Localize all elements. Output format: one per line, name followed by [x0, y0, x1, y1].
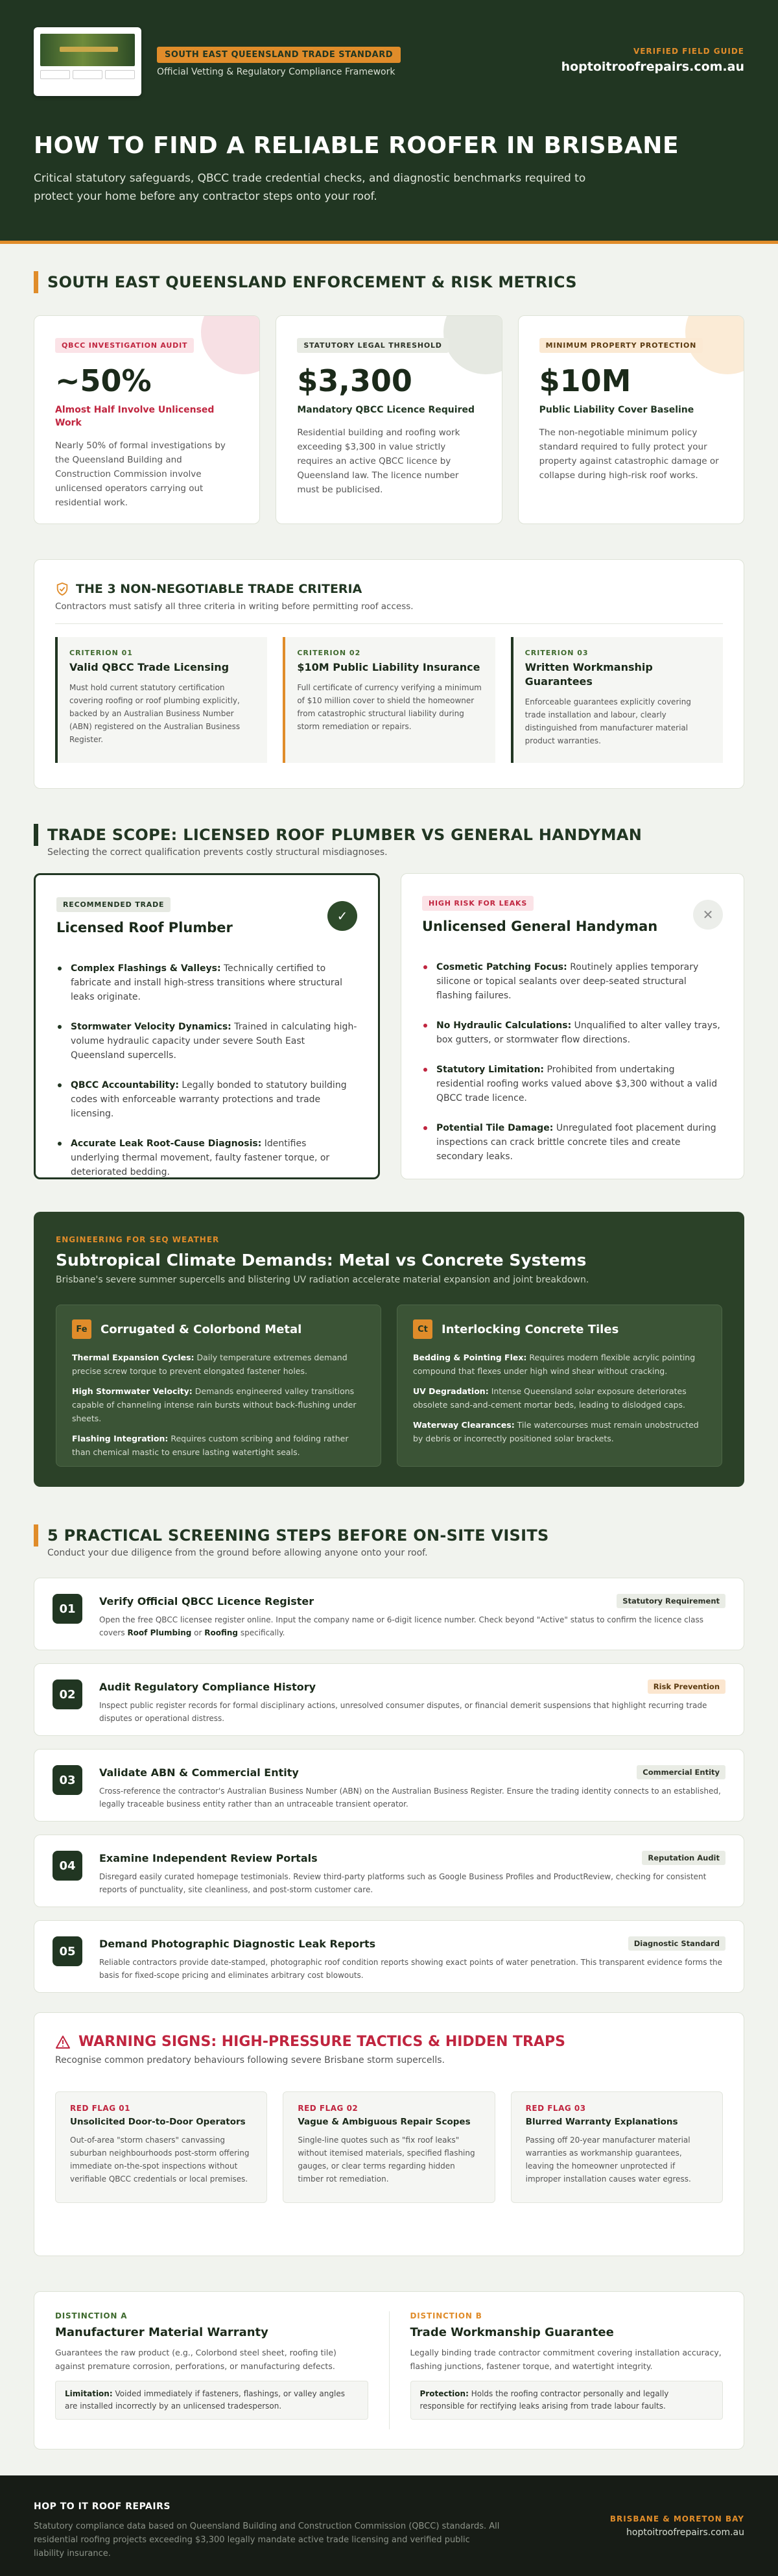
criteria-subtitle: Contractors must satisfy all three criteria in writing before permitting roof access.	[55, 601, 414, 612]
page-title: HOW TO FIND A RELIABLE ROOFER IN BRISBANE	[34, 132, 679, 159]
metric-badge: QBCC INVESTIGATION AUDIT	[55, 338, 194, 353]
divider	[55, 623, 723, 624]
warning-title: WARNING SIGNS: HIGH-PRESSURE TACTICS & HIDDEN TRAPS	[55, 2034, 723, 2050]
list-item: Potential Tile Damage: Unregulated foot placement during inspections can crack brittle concrete tiles and create secondary leaks.	[422, 1121, 723, 1164]
metric-label: Almost Half Involve Unlicensed Work	[55, 405, 215, 428]
list-item: QBCC Accountability: Legally bonded to statutory building codes with enforceable warranty protections and trade licensing.	[56, 1078, 357, 1121]
card-title: Unlicensed General Handyman	[422, 919, 658, 934]
screening-step	[34, 1749, 744, 1822]
metric-badge: STATUTORY LEGAL THRESHOLD	[297, 338, 448, 353]
list-item: No Hydraulic Calculations: Unqualified to alter valley trays, box gutters, or stormwater flow directions.	[422, 1018, 723, 1047]
page-header	[0, 0, 778, 244]
footer-brand: HOP TO IT ROOF REPAIRS	[34, 2501, 171, 2512]
screening-step	[34, 1578, 744, 1650]
high-risk-badge: HIGH RISK FOR LEAKS	[422, 896, 534, 911]
warning-panel	[34, 2012, 744, 2256]
steps-section-subtitle: Conduct your due diligence from the ground before allowing anyone onto your roof.	[47, 1548, 428, 1558]
step-description: Inspect public register records for formal disciplinary actions, unresolved consumer disputes, or financial demerit suspensions that highlight recurring trade disputes or operational distress.	[99, 1701, 707, 1723]
step-title: Demand Photographic Diagnostic Leak Reports	[99, 1937, 376, 1950]
page-subtitle: Critical statutory safeguards, QBCC trade credential checks, and diagnostic benchmarks required to protect your home before any contractor steps onto your roof.	[34, 172, 586, 203]
step-title: Validate ABN & Commercial Entity	[99, 1766, 299, 1779]
recommended-badge: RECOMMENDED TRADE	[56, 897, 171, 912]
screening-step	[34, 1835, 744, 1907]
metrics-section-title: SOUTH EAST QUEENSLAND ENFORCEMENT & RISK METRICS	[34, 271, 744, 293]
distinction-material-warranty: DISTINCTION A Manufacturer Material Warranty Guarantees the raw product (e.g., Colorbond steel sheet, roofing tile) against premature corrosion, perforations, or manufacturing defects. Limitation: Voided immediately if fasteners, flashings, or valley angles are installed incorrectly by an unlicensed tradesperson.	[55, 2311, 368, 2429]
list-item: Statutory Limitation: Prohibited from undertaking residential roofing works valued above $3,300 without a valid QBCC trade licence.	[422, 1063, 723, 1105]
close-icon: ✕	[693, 900, 723, 930]
page-footer	[0, 2475, 778, 2576]
scope-section-title: TRADE SCOPE: LICENSED ROOF PLUMBER VS GENERAL HANDYMAN	[34, 824, 744, 846]
screening-step	[34, 1663, 744, 1736]
iron-element-icon: Fe	[72, 1319, 91, 1339]
distinction-workmanship-guarantee: DISTINCTION B Trade Workmanship Guarantee Legally binding trade contractor commitment covering installation accuracy, flashing junctions, fastener torque, and watertight integrity. Protection: Holds the roofing contractor personally and legally responsible for rectifying leaks arising from trade labour faults.	[410, 2311, 724, 2429]
handyman-risks-list	[422, 960, 723, 1164]
red-flag-card: RED FLAG 01 Unsolicited Door-to-Door Operators Out-of-area "storm chasers" canvassing suburban neighbourhoods post-storm offering immediate on-the-spot inspections without verifiable QBCC credentials or local premises.	[55, 2091, 267, 2203]
divider	[389, 2311, 390, 2429]
step-number: 05	[53, 1936, 82, 1966]
step-number: 04	[53, 1851, 82, 1881]
step-tag: Statutory Requirement	[617, 1594, 725, 1608]
step-number: 03	[53, 1765, 82, 1795]
limitation-note: Limitation: Voided immediately if fasteners, flashings, or valley angles are installed incorrectly by an unlicensed tradesperson.	[55, 2381, 368, 2420]
footer-region: BRISBANE & MORETON BAY	[609, 2514, 744, 2523]
metric-value: ~50%	[55, 363, 152, 398]
criterion-card: CRITERION 01 Valid QBCC Trade Licensing Must hold current statutory certification covering roofing or roof plumbing explicitly, backed by an Australian Business Number (ABN) registered on the Australian Business Register.	[55, 637, 267, 763]
climate-subtitle: Brisbane's severe summer supercells and blistering UV radiation accelerate material expansion and joint breakdown.	[56, 1275, 589, 1285]
concrete-element-icon: Ct	[413, 1319, 432, 1339]
criteria-title: THE 3 NON-NEGOTIABLE TRADE CRITERIA	[55, 582, 723, 596]
list-item: Accurate Leak Root-Cause Diagnosis: Identifies underlying thermal movement, faulty fastener torque, or deteriorated bedding.	[56, 1137, 357, 1179]
metric-card-investigations	[34, 315, 260, 524]
metric-value: $3,300	[297, 363, 412, 398]
metric-badge: MINIMUM PROPERTY PROTECTION	[539, 338, 703, 353]
step-description: Open the free QBCC licensee register online. Input the company name or 6-digit licence number. Check beyond "Active" status to confirm the licence class covers Roof Plumbing or Roofing specifically.	[99, 1615, 703, 1637]
step-description: Cross-reference the contractor's Australian Business Number (ABN) on the Australian Business Register. Ensure the trading identity connects to an established, legally traceable business entity rather than an untraceable transient operator.	[99, 1787, 721, 1809]
step-tag: Reputation Audit	[642, 1851, 725, 1865]
list-item: Complex Flashings & Valleys: Technically certified to fabricate and install high-stress transitions where structural leaks originate.	[56, 961, 357, 1004]
material-card-tiles: Ct Interlocking Concrete Tiles Bedding & Pointing Flex: Requires modern flexible acrylic pointing compound that flexes under high wind shear without cracking. UV Degradation: Intense Queensland solar exposure deteriorates obsolete sand-and-cement mortar beds, leading to dislodged caps. Waterway Clearances: Tile watercourses must remain unobstructed by debris or incorrectly positioned solar brackets.	[397, 1305, 722, 1467]
roof-plumber-card	[34, 873, 380, 1179]
metric-description: The non-negotiable minimum policy standard required to fully protect your property against catastrophic damage or collapse during high-risk roof works.	[539, 427, 719, 481]
climate-panel	[34, 1212, 744, 1487]
step-description: Reliable contractors provide date-stamped, photographic roof condition reports showing exact points of water penetration. This transparent evidence forms the basis for fixed-scope pricing and eliminates arbitrary cost blowouts.	[99, 1958, 723, 1980]
verified-label: VERIFIED FIELD GUIDE	[633, 47, 744, 56]
metric-description: Nearly 50% of formal investigations by the Queensland Building and Construction Commission involve unlicensed operators carrying out residential work.	[55, 440, 226, 508]
material-card-metal: Fe Corrugated & Colorbond Metal Thermal Expansion Cycles: Daily temperature extremes demand precise screw torque to prevent elongated fastener holes. High Stormwater Velocity: Demands engineered valley transitions capable of channeling intense rain bursts without back-flushing under sheets. Flashing Integration: Requires custom scribing and folding rather than chemical mastic to ensure lasting watertight seals.	[56, 1305, 381, 1467]
scope-section-subtitle: Selecting the correct qualification prevents costly structural misdiagnoses.	[47, 847, 388, 858]
red-flag-card: RED FLAG 03 Blurred Warranty Explanations Passing off 20-year manufacturer material warranties as workmanship guarantees, leaving the homeowner unprotected if improper installation causes water egress.	[511, 2091, 723, 2203]
step-number: 01	[53, 1594, 82, 1624]
step-tag: Commercial Entity	[637, 1765, 725, 1779]
plumber-benefits-list	[56, 961, 357, 1179]
steps-section-title: 5 PRACTICAL SCREENING STEPS BEFORE ON-SITE VISITS	[34, 1524, 744, 1547]
warning-triangle-icon	[55, 2035, 71, 2049]
metric-label: Mandatory QBCC Licence Required	[297, 405, 475, 415]
step-title: Audit Regulatory Compliance History	[99, 1680, 316, 1693]
protection-note: Protection: Holds the roofing contractor personally and legally responsible for rectifying leaks arising from trade labour faults.	[410, 2381, 724, 2420]
criterion-card: CRITERION 03 Written Workmanship Guarantees Enforceable guarantees explicitly covering trade installation and labour, clearly distinguished from manufacturer material product warranties.	[511, 637, 723, 763]
standard-badge: SOUTH EAST QUEENSLAND TRADE STANDARD	[157, 47, 401, 63]
metric-card-threshold	[276, 315, 502, 524]
warranty-distinctions-panel	[34, 2291, 744, 2450]
check-icon: ✓	[327, 901, 357, 931]
site-link[interactable]: hoptoitroofrepairs.com.au	[561, 60, 744, 74]
red-flag-card: RED FLAG 02 Vague & Ambiguous Repair Scopes Single-line quotes such as "fix roof leaks" without itemised materials, specified flashing gauges, or clear terms regarding hidden timber rot remediation.	[283, 2091, 495, 2203]
list-item: Cosmetic Patching Focus: Routinely applies temporary silicone or topical sealants over deep-seated structural flashing failures.	[422, 960, 723, 1003]
criteria-panel	[34, 559, 744, 789]
shield-icon	[55, 582, 69, 596]
footer-disclaimer: Statutory compliance data based on Queensland Building and Construction Commission (QBCC) standards. All residential roofing projects exceeding $3,300 legally mandate active trade licensing and verified public liability insurance.	[34, 2522, 500, 2558]
step-title: Examine Independent Review Portals	[99, 1851, 318, 1864]
metric-value: $10M	[539, 363, 631, 398]
warning-subtitle: Recognise common predatory behaviours following severe Brisbane storm supercells.	[55, 2055, 445, 2065]
site-logo[interactable]	[34, 27, 141, 96]
logo-thumbnail-image	[40, 34, 135, 66]
footer-site-link[interactable]: hoptoitroofrepairs.com.au	[626, 2527, 744, 2538]
step-title: Verify Official QBCC Licence Register	[99, 1595, 314, 1607]
climate-title: Subtropical Climate Demands: Metal vs Concrete Systems	[56, 1251, 587, 1270]
metric-card-liability	[518, 315, 744, 524]
step-tag: Risk Prevention	[648, 1679, 725, 1694]
list-item: Stormwater Velocity Dynamics: Trained in calculating high-volume hydraulic capacity under severe South East Queensland supercells.	[56, 1020, 357, 1063]
step-number: 02	[53, 1679, 82, 1709]
card-title: Licensed Roof Plumber	[56, 920, 233, 935]
metric-description: Residential building and roofing work exceeding $3,300 in value strictly requires an active QBCC licence by Queensland law. The licence number must be publicised.	[297, 427, 460, 495]
step-tag: Diagnostic Standard	[628, 1936, 725, 1951]
metric-label: Public Liability Cover Baseline	[539, 405, 694, 415]
step-description: Disregard easily curated homepage testimonials. Review third-party platforms such as Google Business Profiles and ProductReview, checking for consistent reports of punctuality, site cleanliness, and post-storm customer care.	[99, 1872, 707, 1894]
criterion-card: CRITERION 02 $10M Public Liability Insurance Full certificate of currency verifying a minimum of $10 million cover to shield the homeowner from catastrophic structural liability during storm remediation or repairs.	[283, 637, 495, 763]
handyman-card	[401, 873, 744, 1179]
climate-eyebrow: ENGINEERING FOR SEQ WEATHER	[56, 1235, 220, 1244]
standard-subtitle: Official Vetting & Regulatory Compliance Framework	[157, 67, 395, 77]
screening-step	[34, 1920, 744, 1993]
